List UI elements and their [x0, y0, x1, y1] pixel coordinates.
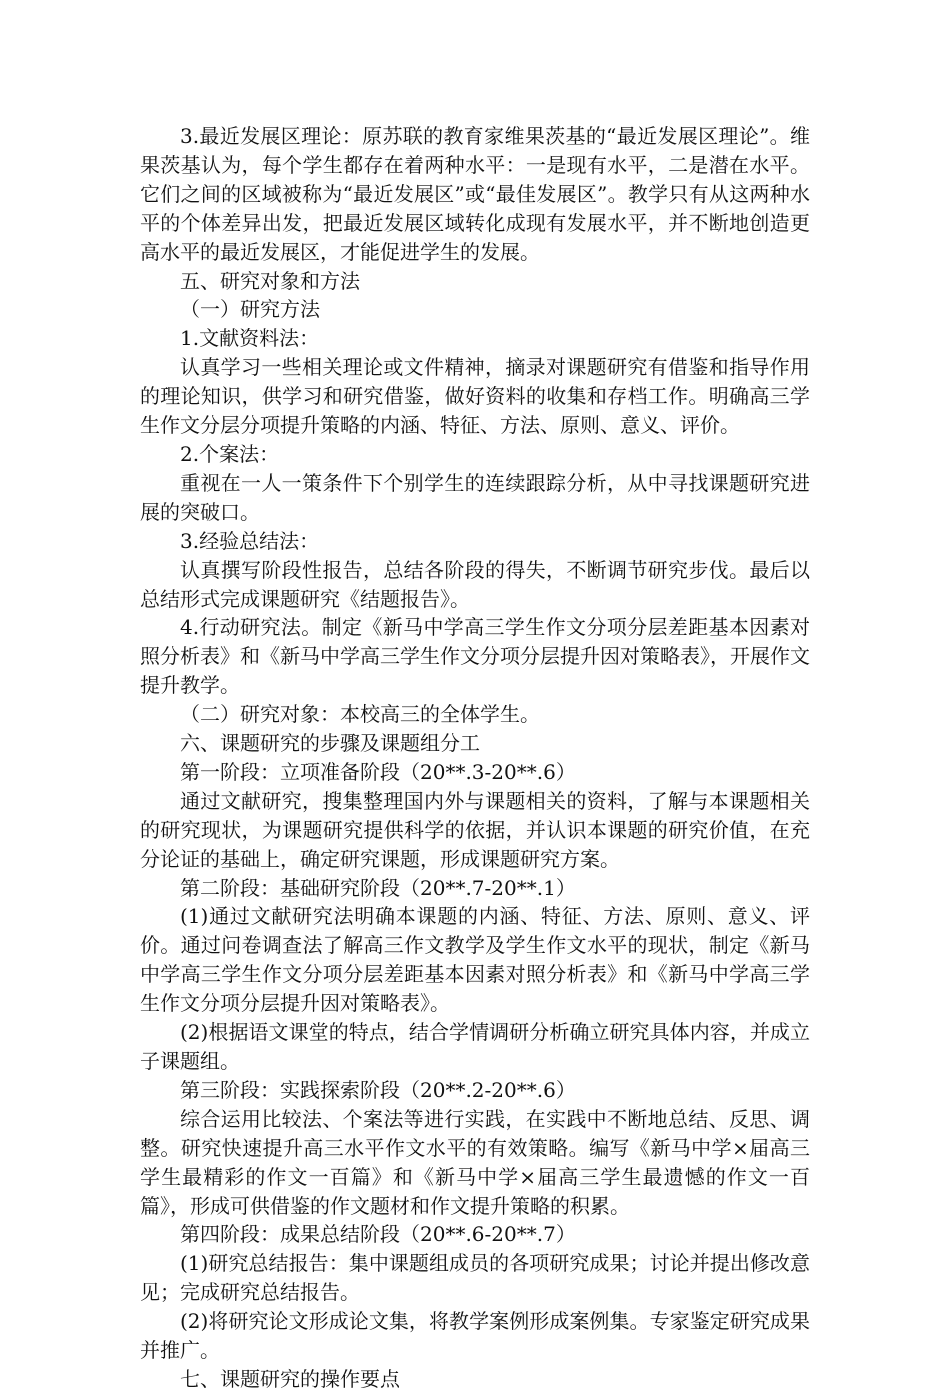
stage-2-item-1: (1)通过文献研究法明确本课题的内涵、特征、方法、原则、意义、评价。通过问卷调查法了解高三作文教学及学生作文水平的现状，制定《新马中学高三学生作文分项分层差距基本因素对照分析表》和《新马中学高三学生作文分项分层提升因对策略表》。 — [140, 904, 810, 1016]
stage-2-title: 第二阶段：基础研究阶段（20**.7-20**.1） — [180, 875, 576, 900]
stage-1-title: 第一阶段：立项准备阶段（20**.3-20**.6） — [180, 759, 576, 784]
stage-3-body: 综合运用比较法、个案法等进行实践，在实践中不断地总结、反思、调整。研究快速提升高三水平作文水平的有效策略。编写《新马中学×届高三学生最精彩的作文一百篇》和《新马中学×届高三学生最遗憾的作文一百篇》，形成可供借鉴的作文题材和作文提升策略的积累。 — [140, 1106, 810, 1218]
method-action-research: 4.行动研究法。制定《新马中学高三学生作文分项分层差距基本因素对照分析表》和《新马中学高三学生作文分项分层提升因对策略表》，开展作文提升教学。 — [140, 615, 810, 698]
subheading-subjects: （二）研究对象：本校高三的全体学生。 — [180, 702, 540, 727]
paragraph-zpd-theory: 3.最近发展区理论：原苏联的教育家维果茨基的“最近发展区理论”。维果茨基认为，每个学生都存在着两种水平：一是现有水平，二是潜在水平。它们之间的区域被称为“最近发展区”或“最佳发展区”。教学只有从这两种水平的个体差异出发，把最近发展区域转化成现有发展水平，并不断地创造更高水平的最近发展区，才能促进学生的发展。 — [140, 124, 810, 264]
subheading-methods: （一）研究方法 — [180, 297, 320, 322]
stage-1-body: 通过文献研究，搜集整理国内外与课题相关的资料，了解与本课题相关的研究现状，为课题研究提供科学的依据，并认识本课题的研究价值，在充分论证的基础上，确定研究课题，形成课题研究方案。 — [140, 788, 810, 871]
method-case-body: 重视在一人一策条件下个别学生的连续跟踪分析，从中寻找课题研究进展的突破口。 — [140, 470, 810, 524]
method-experience-body: 认真撰写阶段性报告，总结各阶段的得失，不断调节研究步伐。最后以总结形式完成课题研究《结题报告》。 — [140, 557, 810, 611]
stage-3-title: 第三阶段：实践探索阶段（20**.2-20**.6） — [180, 1077, 576, 1102]
method-literature-body: 认真学习一些相关理论或文件精神，摘录对课题研究有借鉴和指导作用的理论知识，供学习和研究借鉴，做好资料的收集和存档工作。明确高三学生作文分层分项提升策略的内涵、特征、方法、原则、意义、评价。 — [140, 355, 810, 438]
method-literature-title: 1.文献资料法： — [180, 326, 320, 351]
method-case-title: 2.个案法： — [180, 441, 280, 466]
stage-4-item-2: (2)将研究论文形成论文集，将教学案例形成案例集。专家鉴定研究成果并推广。 — [140, 1309, 810, 1363]
stage-2-item-2: (2)根据语文课堂的特点，结合学情调研分析确立研究具体内容，并成立子课题组。 — [140, 1020, 810, 1073]
method-experience-title: 3.经验总结法： — [180, 528, 320, 553]
heading-section-6: 六、课题研究的步骤及课题组分工 — [180, 731, 480, 756]
stage-4-title: 第四阶段：成果总结阶段（20**.6-20**.7） — [180, 1222, 576, 1247]
heading-section-5: 五、研究对象和方法 — [180, 268, 360, 293]
heading-section-7: 七、课题研究的操作要点 — [180, 1366, 400, 1391]
document-page — [140, 122, 810, 1394]
stage-4-item-1: (1)研究总结报告：集中课题组成员的各项研究成果；讨论并提出修改意见；完成研究总结报告。 — [140, 1251, 810, 1305]
